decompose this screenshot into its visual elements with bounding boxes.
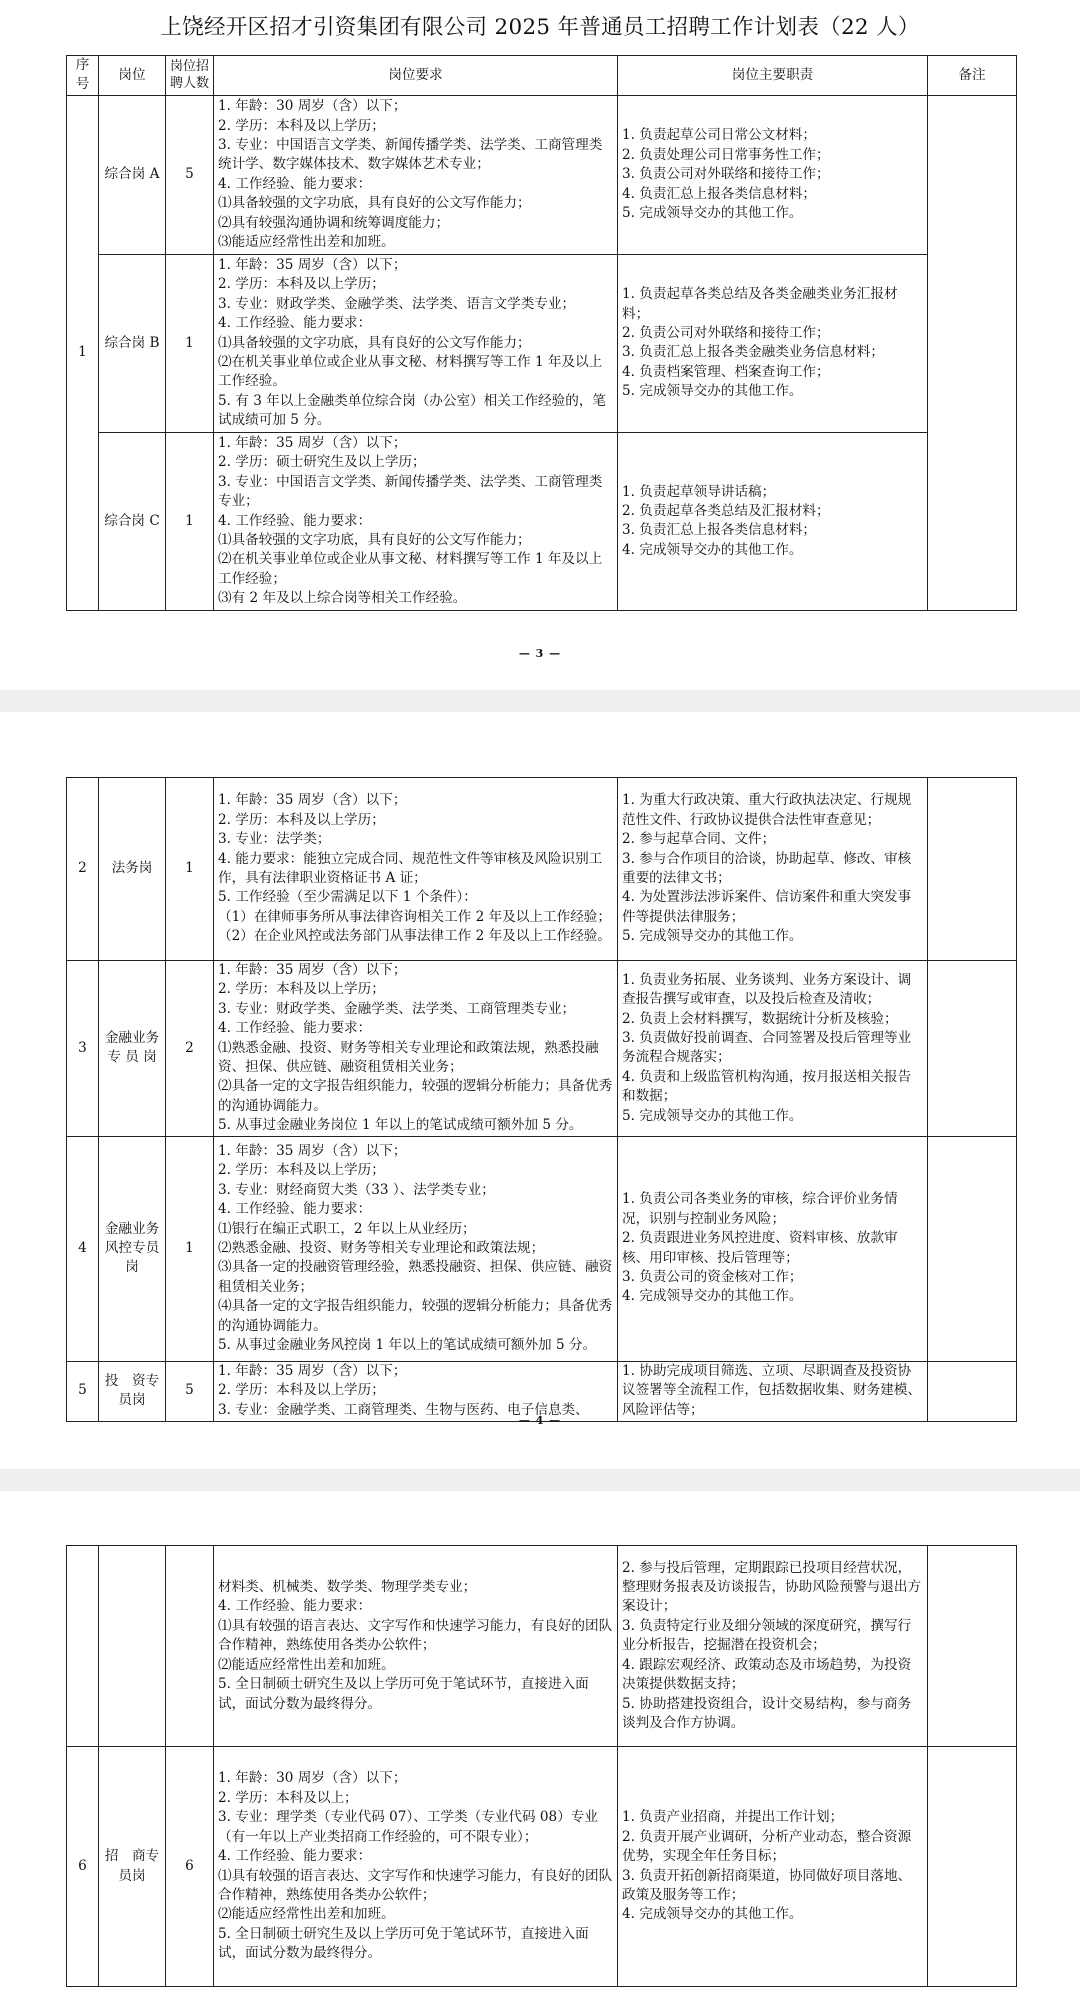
row-post: 投 资专员岗 [99, 1361, 166, 1421]
row-notes [928, 1747, 1017, 1987]
row-seq [67, 1546, 99, 1747]
row-requirements: 材料类、机械类、数学类、物理学类专业； 4. 工作经验、能力要求： ⑴具有较强的语言表达、文字写作和快速学习能力，有良好的团队合作精神，熟练使用各类办公软件； ⑵能适应经常性出差和加班。 5. 全日制硕士研究生及以上学历可免于笔试环节，直接进入面试，面试分数为最终得分。 [214, 1546, 618, 1747]
table-row [67, 432, 1017, 610]
row-requirements: 1. 年龄：35 周岁（含）以下； 2. 学历：本科及以上学历； 3. 专业：法学类； 4. 能力要求：能独立完成合同、规范性文件等审核及风险识别工作，具有法律职业资格证书 A 证； 5. 工作经验（至少需满足以下 1 个条件）： （1）在律师事务所从事法律咨询相关工作 2 年及以上工作经验； （2）在企业风控或法务部门从事法律工作 2 年及以上工作经验。 [214, 778, 618, 961]
row-duties: 1. 协助完成项目筛选、立项、尽职调查及投资协议签署等全流程工作，包括数据收集、财务建模、风险评估等； [618, 1361, 928, 1421]
page-gap [0, 690, 1080, 712]
row-count: 1 [166, 254, 214, 432]
header-post: 岗位 [99, 56, 166, 96]
row-count: 2 [166, 961, 214, 1137]
row-seq: 1 [67, 95, 99, 610]
table-row [67, 95, 1017, 254]
row-seq: 4 [67, 1136, 99, 1361]
row-requirements: 1. 年龄：35 周岁（含）以下； 2. 学历：本科及以上学历； 3. 专业：财经商贸大类（33 ）、法学类专业； 4. 工作经验、能力要求： ⑴银行在编正式职工，2 年以上从业经历； ⑵熟悉金融、投资、财务等相关专业理论和政策法规； ⑶具备一定的投融资管理经验，熟悉投融资、担保、供应链、融资租赁相关业务； ⑷具备一定的文字报告组织能力，较强的逻辑分析能力；具备优秀的沟通协调能力。 5. 从事过金融业务风控岗 1 年以上的笔试成绩可额外加 5 分。 [214, 1136, 618, 1361]
row-notes [928, 1361, 1017, 1421]
page-number: — 3 — [518, 647, 562, 660]
header-seq: 序号 [67, 56, 99, 96]
row-duties: 1. 负责起草领导讲话稿； 2. 负责起草各类总结及汇报材料； 3. 负责汇总上报各类信息材料； 4. 完成领导交办的其他工作。 [618, 432, 928, 610]
row-count: 1 [166, 778, 214, 961]
row-post: 金融业务风控专员岗 [99, 1136, 166, 1361]
row-post: 法务岗 [99, 778, 166, 961]
row-post: 综合岗 B [99, 254, 166, 432]
row-count: 6 [166, 1747, 214, 1987]
table-row [67, 1136, 1017, 1361]
row-requirements: 1. 年龄：30 周岁（含）以下； 2. 学历：本科及以上； 3. 专业：理学类（专业代码 07）、工学类（专业代码 08）专业（有一年以上产业类招商工作经验的，可不限专业）； 4. 工作经验、能力要求： ⑴具有较强的语言表达、文字写作和快速学习能力，有良好的团队合作精神，熟练使用各类办公软件； ⑵能适应经常性出差和加班。 5. 全日制硕士研究生及以上学历可免于笔试环节，直接进入面试，面试分数为最终得分。 [214, 1747, 618, 1987]
row-seq: 5 [67, 1361, 99, 1421]
row-duties: 1. 负责起草公司日常公文材料； 2. 负责处理公司日常事务性工作； 3. 负责公司对外联络和接待工作； 4. 负责汇总上报各类信息材料； 5. 完成领导交办的其他工作。 [618, 95, 928, 254]
row-seq: 3 [67, 961, 99, 1137]
row-count: 5 [166, 95, 214, 254]
recruitment-table-page-2 [66, 777, 1017, 1422]
row-requirements: 1. 年龄：35 周岁（含）以下； 2. 学历：本科及以上学历； 3. 专业：财政学类、金融学类、法学类、语言文学类专业； 4. 工作经验、能力要求： ⑴具备较强的文字功底，具有良好的公文写作能力； ⑵在机关事业单位或企业从事文秘、材料撰写等工作 1 年及以上工作经验。 5. 有 3 年以上金融类单位综合岗（办公室）相关工作经验的，笔试成绩可加 5 分。 [214, 254, 618, 432]
row-count: 5 [166, 1361, 214, 1421]
table-header-row [67, 56, 1017, 96]
header-count: 岗位招聘人数 [166, 56, 214, 96]
row-count [166, 1546, 214, 1747]
row-count: 1 [166, 1136, 214, 1361]
row-post: 招 商专员岗 [99, 1747, 166, 1987]
row-requirements: 1. 年龄：35 周岁（含）以下； 2. 学历：硕士研究生及以上学历； 3. 专业：中国语言文学类、新闻传播学类、法学类、工商管理类专业； 4. 工作经验、能力要求： ⑴具备较强的文字功底，具有良好的公文写作能力； ⑵在机关事业单位或企业从事文秘、材料撰写等工作 1 年及以上工作经验； ⑶有 2 年及以上综合岗等相关工作经验。 [214, 432, 618, 610]
header-requirements: 岗位要求 [214, 56, 618, 96]
document-title: 上饶经开区招才引资集团有限公司 2025 年普通员工招聘工作计划表（22 人） [160, 15, 920, 40]
page-number: — 4 — [518, 1414, 562, 1427]
row-requirements: 1. 年龄：35 周岁（含）以下； 2. 学历：本科及以上学历； 3. 专业：财政学类、金融学类、法学类、工商管理类专业； 4. 工作经验、能力要求： ⑴熟悉金融、投资、财务等相关专业理论和政策法规，熟悉投融资、担保、供应链、融资租赁相关业务； ⑵具备一定的文字报告组织能力，较强的逻辑分析能力；具备优秀的沟通协调能力。 5. 从事过金融业务岗位 1 年以上的笔试成绩可额外加 5 分。 [214, 961, 618, 1137]
row-requirements: 1. 年龄：30 周岁（含）以下； 2. 学历：本科及以上学历； 3. 专业：中国语言文学类、新闻传播学类、法学类、工商管理类统计学、数字媒体技术、数字媒体艺术专业； 4. 工作经验、能力要求： ⑴具备较强的文字功底，具有良好的公文写作能力； ⑵具有较强沟通协调和统筹调度能力； ⑶能适应经常性出差和加班。 [214, 95, 618, 254]
row-post [99, 1546, 166, 1747]
row-duties: 1. 负责公司各类业务的审核，综合评价业务情况，识别与控制业务风险； 2. 负责跟进业务风控进度、资料审核、放款审核、用印审核、投后管理等； 3. 负责公司的资金核对工作； 4. 完成领导交办的其他工作。 [618, 1136, 928, 1361]
recruitment-table-page-3 [66, 1545, 1017, 1987]
table-row [67, 1361, 1017, 1421]
row-seq: 2 [67, 778, 99, 961]
row-post: 金融业务专 员 岗 [99, 961, 166, 1137]
row-duties: 1. 负责起草各类总结及各类金融类业务汇报材料； 2. 负责公司对外联络和接待工作； 3. 负责汇总上报各类金融类业务信息材料； 4. 负责档案管理、档案查询工作； 5. 完成领导交办的其他工作。 [618, 254, 928, 432]
header-duties: 岗位主要职责 [618, 56, 928, 96]
row-notes [928, 778, 1017, 961]
row-post: 综合岗 C [99, 432, 166, 610]
table-row [67, 961, 1017, 1137]
row-duties: 1. 为重大行政决策、重大行政执法决定、行规规范性文件、行政协议提供合法性审查意见； 2. 参与起草合同、文件； 3. 参与合作项目的洽谈，协助起草、修改、审核重要的法律文书； 4. 为处置涉法涉诉案件、信访案件和重大突发事件等提供法律服务； 5. 完成领导交办的其他工作。 [618, 778, 928, 961]
table-row [67, 778, 1017, 961]
table-row [67, 254, 1017, 432]
row-requirements: 1. 年龄：35 周岁（含）以下； 2. 学历：本科及以上学历； 3. 专业：金融学类、工商管理类、生物与医药、电子信息类、 [214, 1361, 618, 1421]
row-notes [928, 961, 1017, 1137]
row-notes [928, 1546, 1017, 1747]
row-duties: 1. 负责产业招商，并提出工作计划； 2. 负责开展产业调研，分析产业动态，整合资源优势，实现全年任务目标； 3. 负责开拓创新招商渠道，协同做好项目落地、政策及服务等工作； 4. 完成领导交办的其他工作。 [618, 1747, 928, 1987]
row-notes [928, 95, 1017, 610]
row-notes [928, 1136, 1017, 1361]
row-seq: 6 [67, 1747, 99, 1987]
table-row [67, 1747, 1017, 1987]
recruitment-table-page-1 [66, 55, 1017, 611]
header-notes: 备注 [928, 56, 1017, 96]
table-row [67, 1546, 1017, 1747]
row-duties: 2. 参与投后管理，定期跟踪已投项目经营状况，整理财务报表及访谈报告，协助风险预警与退出方案设计； 3. 负责特定行业及细分领域的深度研究，撰写行业分析报告，挖掘潜在投资机会； 4. 跟踪宏观经济、政策动态及市场趋势，为投资决策提供数据支持； 5. 协助搭建投资组合，设计交易结构，参与商务谈判及合作方协调。 [618, 1546, 928, 1747]
row-post: 综合岗 A [99, 95, 166, 254]
page-gap [0, 1469, 1080, 1491]
row-count: 1 [166, 432, 214, 610]
row-duties: 1. 负责业务拓展、业务谈判、业务方案设计、调查报告撰写或审查，以及投后检查及清收； 2. 负责上会材料撰写，数据统计分析及核验； 3. 负责做好投前调查、合同签署及投后管理等业务流程合规落实； 4. 负责和上级监管机构沟通，按月报送相关报告和数据； 5. 完成领导交办的其他工作。 [618, 961, 928, 1137]
